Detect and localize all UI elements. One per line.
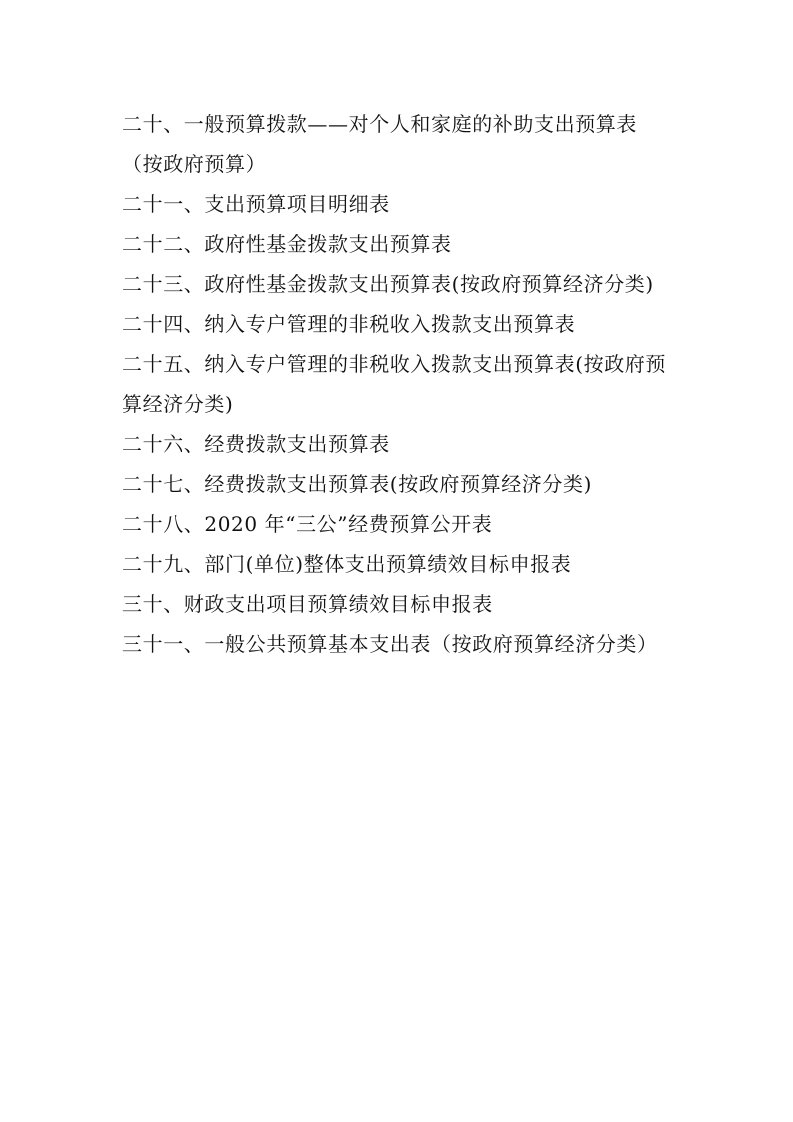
toc-line: 三十一、一般公共预算基本支出表（按政府预算经济分类） [122,632,658,656]
toc-line: （按政府预算） [122,152,267,176]
toc-line: 二十四、纳入专户管理的非税收入拨款支出预算表 [122,312,576,336]
toc-line: 二十八、2020 年“三公”经费预算公开表 [122,512,493,536]
toc-line: 二十二、政府性基金拨款支出预算表 [122,232,452,256]
toc-line: 二十、一般预算拨款——对个人和家庭的补助支出预算表 [122,112,637,136]
toc-line: 算经济分类) [122,392,234,416]
toc-line: 二十一、支出预算项目明细表 [122,192,390,216]
toc-line: 二十五、纳入专户管理的非税收入拨款支出预算表(按政府预 [122,352,667,376]
toc-line: 二十六、经费拨款支出预算表 [122,432,390,456]
toc-line: 二十七、经费拨款支出预算表(按政府预算经济分类) [122,472,593,496]
table-of-contents [122,104,682,664]
toc-line: 二十三、政府性基金拨款支出预算表(按政府预算经济分类) [122,272,654,296]
toc-line: 三十、财政支出项目预算绩效目标申报表 [122,592,493,616]
toc-line: 二十九、部门(单位)整体支出预算绩效目标申报表 [122,552,572,576]
